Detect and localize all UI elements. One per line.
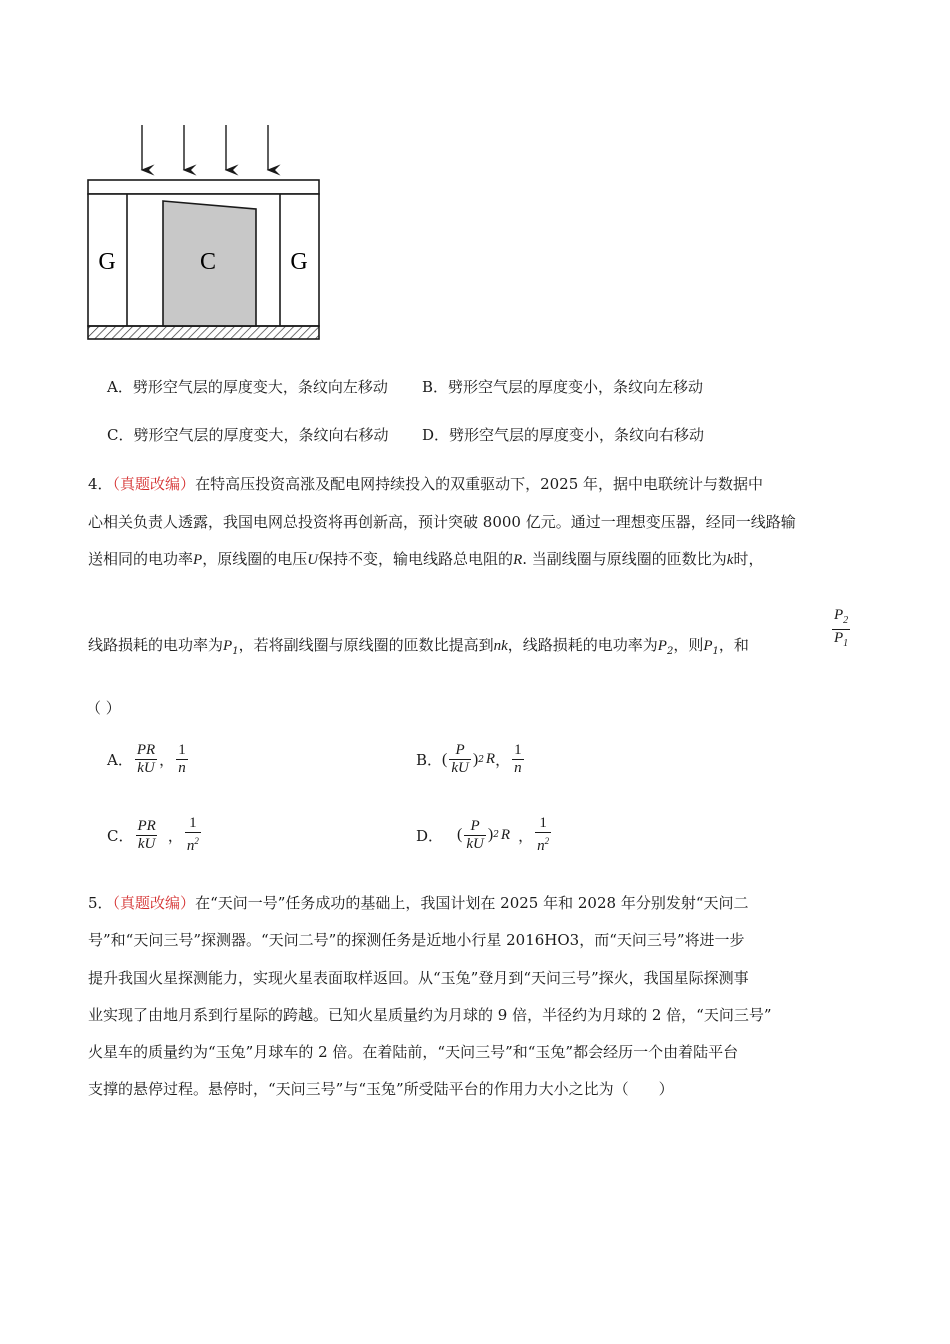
q4-tag: （真题改编） (112, 475, 196, 493)
base-plate (88, 326, 319, 339)
q4-answer-blank: （ ） (86, 699, 121, 717)
q5-line4: 业实现了由地月系到行星际的跨越。已知火星质量约为月球的 9 倍，半径约为月球的 2 倍，“天问三号” (88, 1006, 772, 1024)
label-g-right: G (290, 249, 308, 275)
label-g-left: G (98, 249, 116, 275)
q5-line6: 支撑的悬停过程。悬停时，“天问三号”与“玉兔”所受陆平台的作用力大小之比为（ ） (88, 1080, 674, 1098)
q4-ratio: $\frac{P_2}{P_1}$ (830, 607, 852, 652)
q4-option-c[interactable]: C． $\frac{PR}{kU}$ ， $\frac{1}{n^2}$ (107, 815, 199, 854)
q5-line1: 5．（真题改编）在“天问一号”任务成功的基础上，我国计划在 2025 年和 2028 年分别发射“天问二 (88, 894, 749, 912)
incident-light-arrows (142, 125, 268, 170)
label-c: C (199, 249, 217, 275)
q4-line3: 送相同的电功率P，原线圈的电压U保持不变，输电线路总电阻的R. 当副线圈与原线圈的匝数比为k时， (88, 550, 764, 568)
q4-line2: 心相关负责人透露，我国电网总投资将再创新高，预计突破 8000 亿元。通过一理想变压器，经同一线路输 (88, 513, 796, 531)
q3-option-a[interactable]: A．劈形空气层的厚度变大，条纹向左移动 (107, 378, 388, 396)
q5-number: 5． (88, 894, 113, 912)
q4-option-a[interactable]: A． $\frac{PR}{kU}$ ， $\frac{1}{n}$ (107, 742, 186, 776)
top-plate (88, 180, 319, 194)
q5-line2: 号”和“天问三号”探测器。“天问二号”的探测任务是近地小行星 2016HO3，而“天问三号”将进一步 (88, 931, 745, 949)
q5-line5: 火星车的质量约为“玉兔”月球车的 2 倍。在着陆前，“天问三号”和“玉兔”都会经历一个由着陆平台 (88, 1043, 739, 1061)
q3-option-d[interactable]: D．劈形空气层的厚度变小，条纹向右移动 (422, 426, 705, 444)
q4-line1: 4．（真题改编）在特高压投资高涨及配电网持续投入的双重驱动下，2025 年，据中电联统计与数据中 (88, 475, 764, 493)
q3-option-c[interactable]: C．劈形空气层的厚度变大，条纹向右移动 (107, 426, 389, 444)
q5-line3: 提升我国火星探测能力，实现火星表面取样返回。从“玉兔”登月到“天问三号”探火，我国星际探测事 (88, 969, 749, 987)
interference-figure (84, 120, 324, 345)
q4-number: 4． (88, 475, 113, 493)
q5-tag: （真题改编） (112, 894, 196, 912)
q4-option-d[interactable]: D． ( $\frac{P}{kU}$ ) 2 R ， $\frac{1}{n^2}$ (416, 815, 550, 854)
q4-option-b[interactable]: B． ( $\frac{P}{kU}$ ) 2 R ， $\frac{1}{n}$ (416, 742, 522, 776)
q4-line4: 线路损耗的电功率为$P_1$，若将副线圈与原线圈的匝数比提高到nk，线路损耗的电功率为$P_2$，则$P_1$，和 (88, 636, 749, 657)
q3-option-b[interactable]: B．劈形空气层的厚度变小，条纹向左移动 (422, 378, 704, 396)
